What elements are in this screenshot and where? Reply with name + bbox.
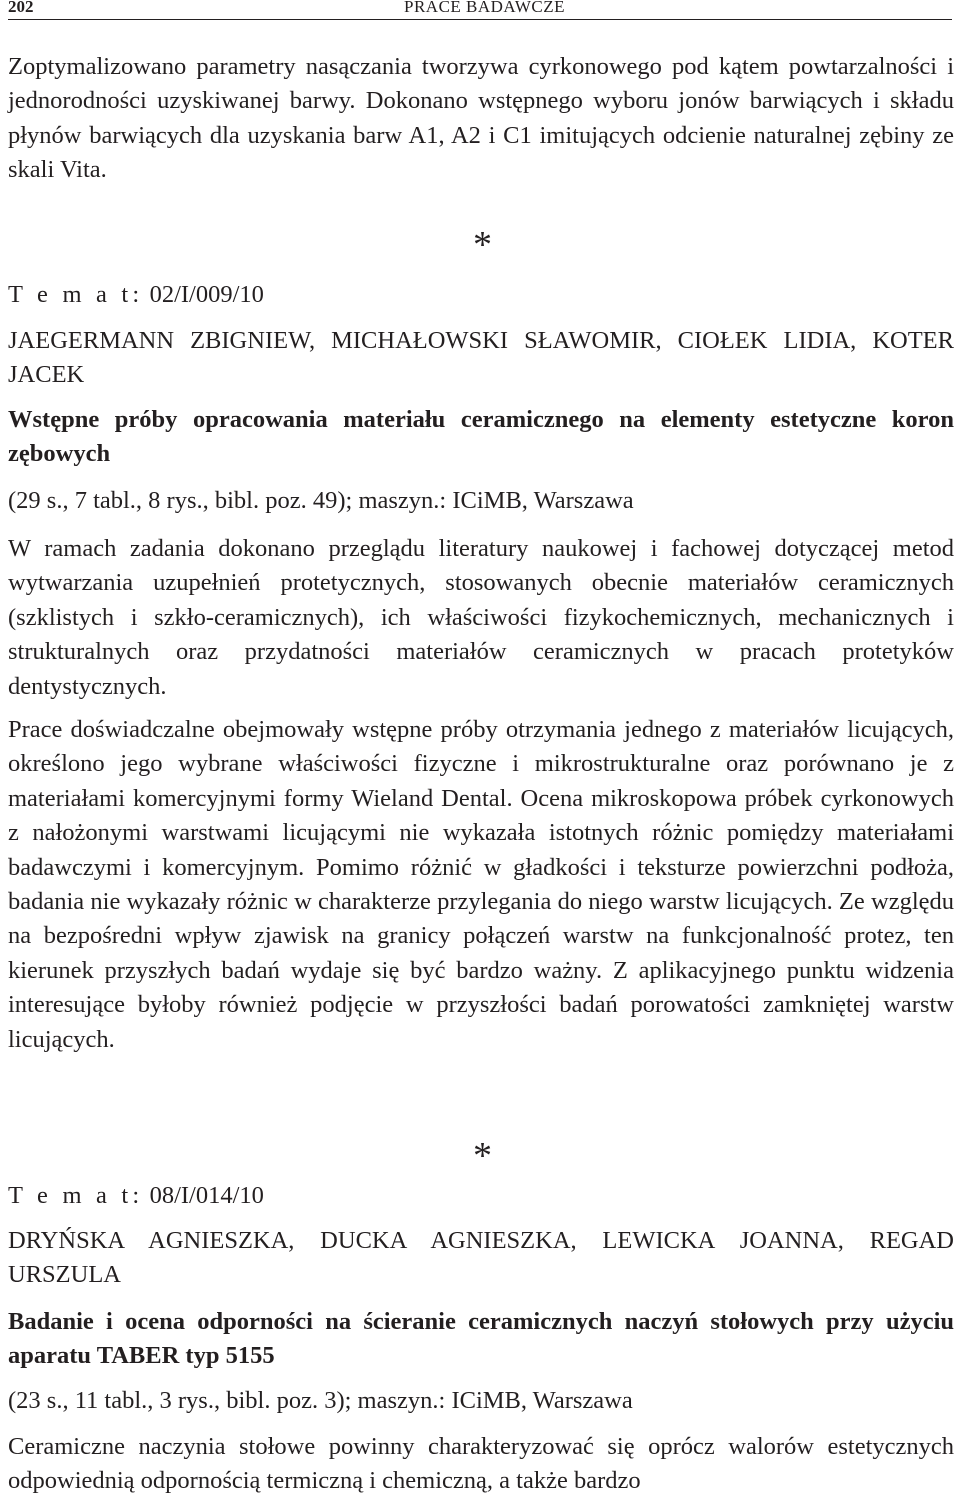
report-meta: (23 s., 11 tabl., 3 rys., bibl. poz. 3); maszyn.: ICiMB, Warszawa bbox=[8, 1387, 633, 1414]
authors: DRYŃSKA AGNIESZKA, DUCKA AGNIESZKA, LEWICKA JOANNA, REGAD URSZULA bbox=[8, 1227, 954, 1288]
theme-line bbox=[8, 1181, 954, 1211]
abstract-paragraph: W ramach zadania dokonano przeglądu literatury naukowej i fachowej dotyczącej metod wytwarzania uzupełnień protetycznych, stosowanych obecnie materiałów ceramicznych (szklistych i szkło-ceramicznych), ich właściwości fizykochemicznych, mechanicznych i strukturalnych oraz przydatności materiałów ceramicznych w pracach protetyków dentystycznych. bbox=[8, 535, 954, 700]
report-title: Badanie i ocena odporności na ścieranie ceramicznych naczyń stołowych przy użyciu aparatu TABER typ 5155 bbox=[8, 1308, 954, 1369]
theme-label: T e m a t: bbox=[8, 1182, 144, 1209]
running-head: PRACE BADAWCZE bbox=[404, 0, 566, 16]
separator-asterisk: * bbox=[473, 1135, 492, 1177]
theme-code: 08/I/014/10 bbox=[149, 1182, 264, 1209]
abstract-paragraph: Prace doświadczalne obejmowały wstępne próby otrzymania jednego z materiałów licujących, określono jego wybrane właściwości fizyczne i mikrostrukturalne oraz porównano je z materiałami komercyjnymi formy Wieland Dental. Ocena mikroskopowa próbek cyrkonowych z nałożonymi warstwami licującymi nie wykazała istotnych różnic pomiędzy materiałami badawczymi i komercyjnym. Pomimo różnić w gładkości i teksturze powierzchni podłoża, badania nie wykazały różnic w charakterze przylegania do niego warstw licujących. Ze względu na bezpośredni wpływ zjawisk na granicy połączeń warstw na funkcjonalność protez, ten kierunek przyszłych badań wydaje się być bardzo ważny. Z aplikacyjnego punktu widzenia interesujące byłoby również podjęcie w przyszłości badań porowatości zamkniętej warstw licujących. bbox=[8, 716, 954, 1053]
theme-code: 02/I/009/10 bbox=[149, 281, 264, 308]
report-meta: (29 s., 7 tabl., 8 rys., bibl. poz. 49); maszyn.: ICiMB, Warszawa bbox=[8, 487, 634, 514]
intro-paragraph: Zoptymalizowano parametry nasączania tworzywa cyrkonowego pod kątem powtarzalności i jednorodności uzyskiwanej barwy. Dokonano wstępnego wyboru jonów barwiących i składu płynów barwiących dla uzyskania barw A1, A2 i C1 imitujących odcienie naturalnej zębiny ze skali Vita. bbox=[8, 53, 954, 184]
theme-label: T e m a t: bbox=[8, 281, 144, 308]
report-title: Wstępne próby opracowania materiału ceramicznego na elementy estetyczne koron zębowych bbox=[8, 406, 954, 467]
theme-line bbox=[8, 280, 954, 310]
page-header bbox=[8, 0, 952, 20]
separator-asterisk: * bbox=[473, 224, 492, 266]
abstract-paragraph: Ceramiczne naczynia stołowe powinny charakteryzować się oprócz walorów estetycznych odpowiednią odpornością termiczną i chemiczną, a także bardzo bbox=[8, 1433, 954, 1495]
page-number: 202 bbox=[8, 0, 34, 16]
authors: JAEGERMANN ZBIGNIEW, MICHAŁOWSKI SŁAWOMIR, CIOŁEK LIDIA, KOTER JACEK bbox=[8, 327, 954, 388]
